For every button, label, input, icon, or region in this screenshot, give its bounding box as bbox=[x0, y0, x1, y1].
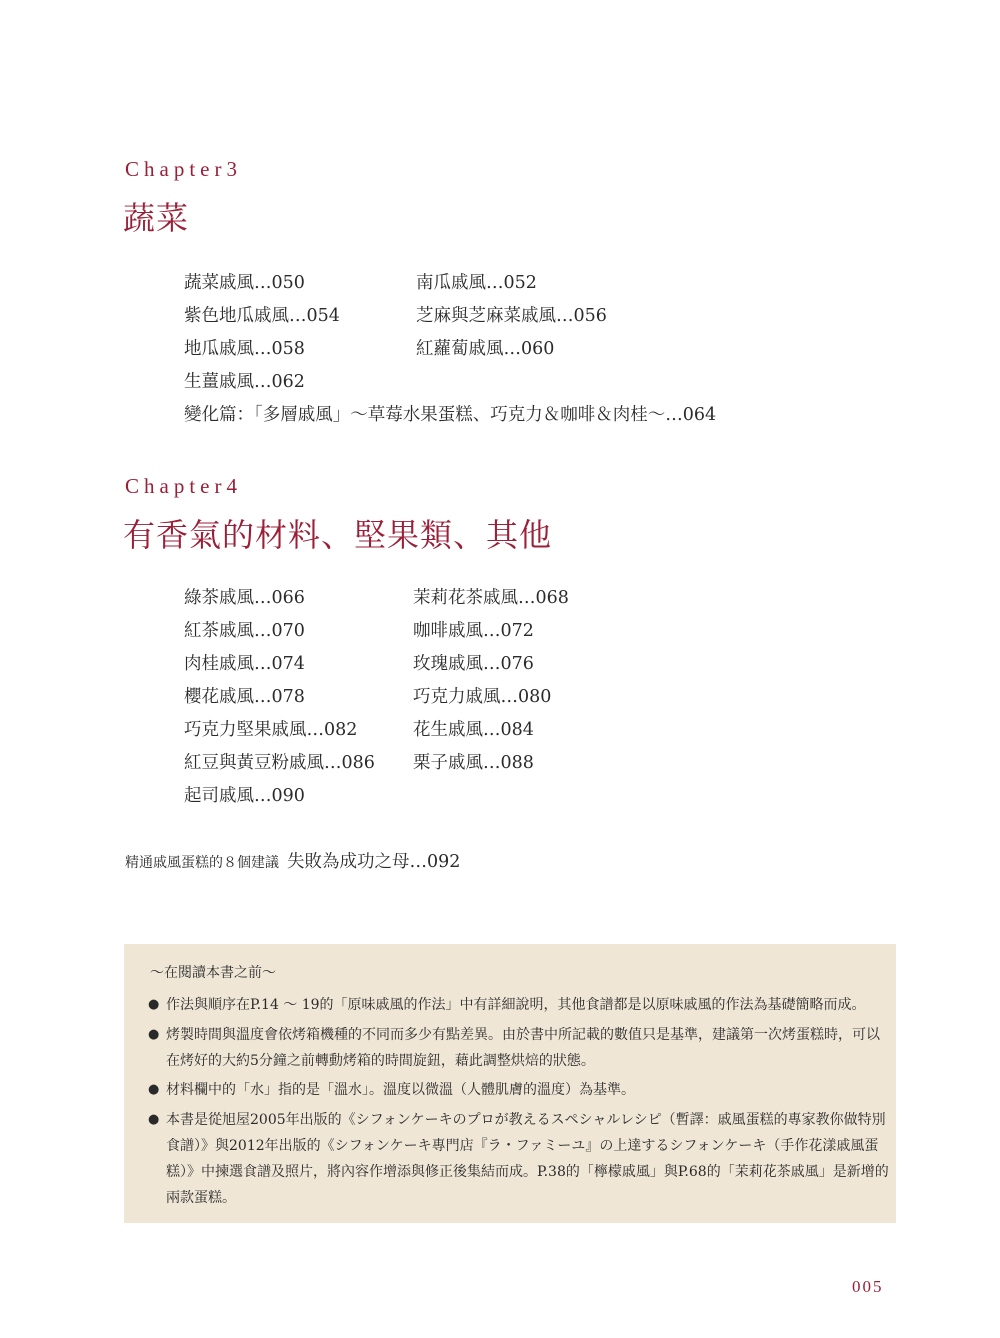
tips-title: 失敗為成功之母…092 bbox=[287, 852, 461, 872]
note-item bbox=[148, 1022, 890, 1074]
toc-item: 南瓜戚風…052 bbox=[416, 273, 537, 293]
tips-entry bbox=[125, 850, 460, 875]
page-number: 005 bbox=[852, 1277, 884, 1296]
notes-heading: ～在閱讀本書之前～ bbox=[150, 965, 276, 981]
toc-item: 紫色地瓜戚風…054 bbox=[184, 306, 340, 326]
toc-item: 綠茶戚風…066 bbox=[184, 588, 305, 608]
chapter4-label: Chapter4 bbox=[125, 474, 242, 498]
toc-item: 起司戚風…090 bbox=[184, 786, 305, 806]
notes-box bbox=[124, 944, 896, 1223]
toc-item: 玫瑰戚風…076 bbox=[413, 654, 534, 674]
note-item bbox=[148, 1077, 890, 1103]
bullet-icon: ● bbox=[148, 1027, 160, 1042]
chapter3-label: Chapter3 bbox=[125, 157, 242, 181]
toc-item: 芝麻與芝麻菜戚風…056 bbox=[416, 306, 607, 326]
toc-item: 紅豆與黃豆粉戚風…086 bbox=[184, 753, 375, 773]
toc-item: 栗子戚風…088 bbox=[413, 753, 534, 773]
toc-item: 生薑戚風…062 bbox=[184, 372, 305, 392]
toc-item: 紅蘿蔔戚風…060 bbox=[416, 339, 555, 359]
toc-item: 紅茶戚風…070 bbox=[184, 621, 305, 641]
chapter4-title: 有香氣的材料、堅果類、其他 bbox=[123, 516, 553, 554]
toc-item: 肉桂戚風…074 bbox=[184, 654, 305, 674]
note-text: 烤製時間與溫度會依烤箱機種的不同而多少有點差異。由於書中所記載的數值只是基準，建議第一次烤蛋糕時，可以在烤好的大約5分鐘之前轉動烤箱的時間旋鈕，藉此調整烘焙的狀態。 bbox=[166, 1027, 880, 1069]
toc-item: 巧克力戚風…080 bbox=[413, 687, 552, 707]
toc-item: 櫻花戚風…078 bbox=[184, 687, 305, 707]
toc-item: 茉莉花茶戚風…068 bbox=[413, 588, 569, 608]
note-item bbox=[148, 1107, 890, 1211]
tips-label: 精通戚風蛋糕的８個建議 bbox=[125, 855, 279, 871]
note-item bbox=[148, 992, 890, 1018]
toc-item: 咖啡戚風…072 bbox=[413, 621, 534, 641]
bullet-icon: ● bbox=[148, 1082, 160, 1097]
bullet-icon: ● bbox=[148, 997, 160, 1012]
toc-item: 巧克力堅果戚風…082 bbox=[184, 720, 358, 740]
note-text: 本書是從旭屋2005年出版的《シフォンケーキのプロが教えるスペシャルレシピ（暫譯：戚風蛋糕的專家教你做特別食譜）》與2012年出版的《シフォンケーキ專門店『ラ・ファミーユ』の上達するシフォンケーキ（手作花漾戚風蛋糕）》中揀選食譜及照片，將內容作增添與修正後集結而成。P.38的「檸檬戚風」與P.68的「茉莉花茶戚風」是新增的兩款蛋糕。 bbox=[166, 1112, 889, 1206]
bullet-icon: ● bbox=[148, 1112, 160, 1127]
note-text: 材料欄中的「水」指的是「溫水」。溫度以微溫（人體肌膚的溫度）為基準。 bbox=[166, 1082, 635, 1098]
toc-item: 花生戚風…084 bbox=[413, 720, 534, 740]
toc-item: 蔬菜戚風…050 bbox=[184, 273, 305, 293]
toc-item: 地瓜戚風…058 bbox=[184, 339, 305, 359]
note-text: 作法與順序在P.14 ～ 19的「原味戚風的作法」中有詳細說明，其他食譜都是以原味戚風的作法為基礎簡略而成。 bbox=[166, 997, 866, 1013]
chapter3-title: 蔬菜 bbox=[123, 199, 190, 237]
toc-item-variation: 變化篇：「多層戚風」～草莓水果蛋糕、巧克力＆咖啡＆肉桂～…064 bbox=[184, 405, 717, 425]
